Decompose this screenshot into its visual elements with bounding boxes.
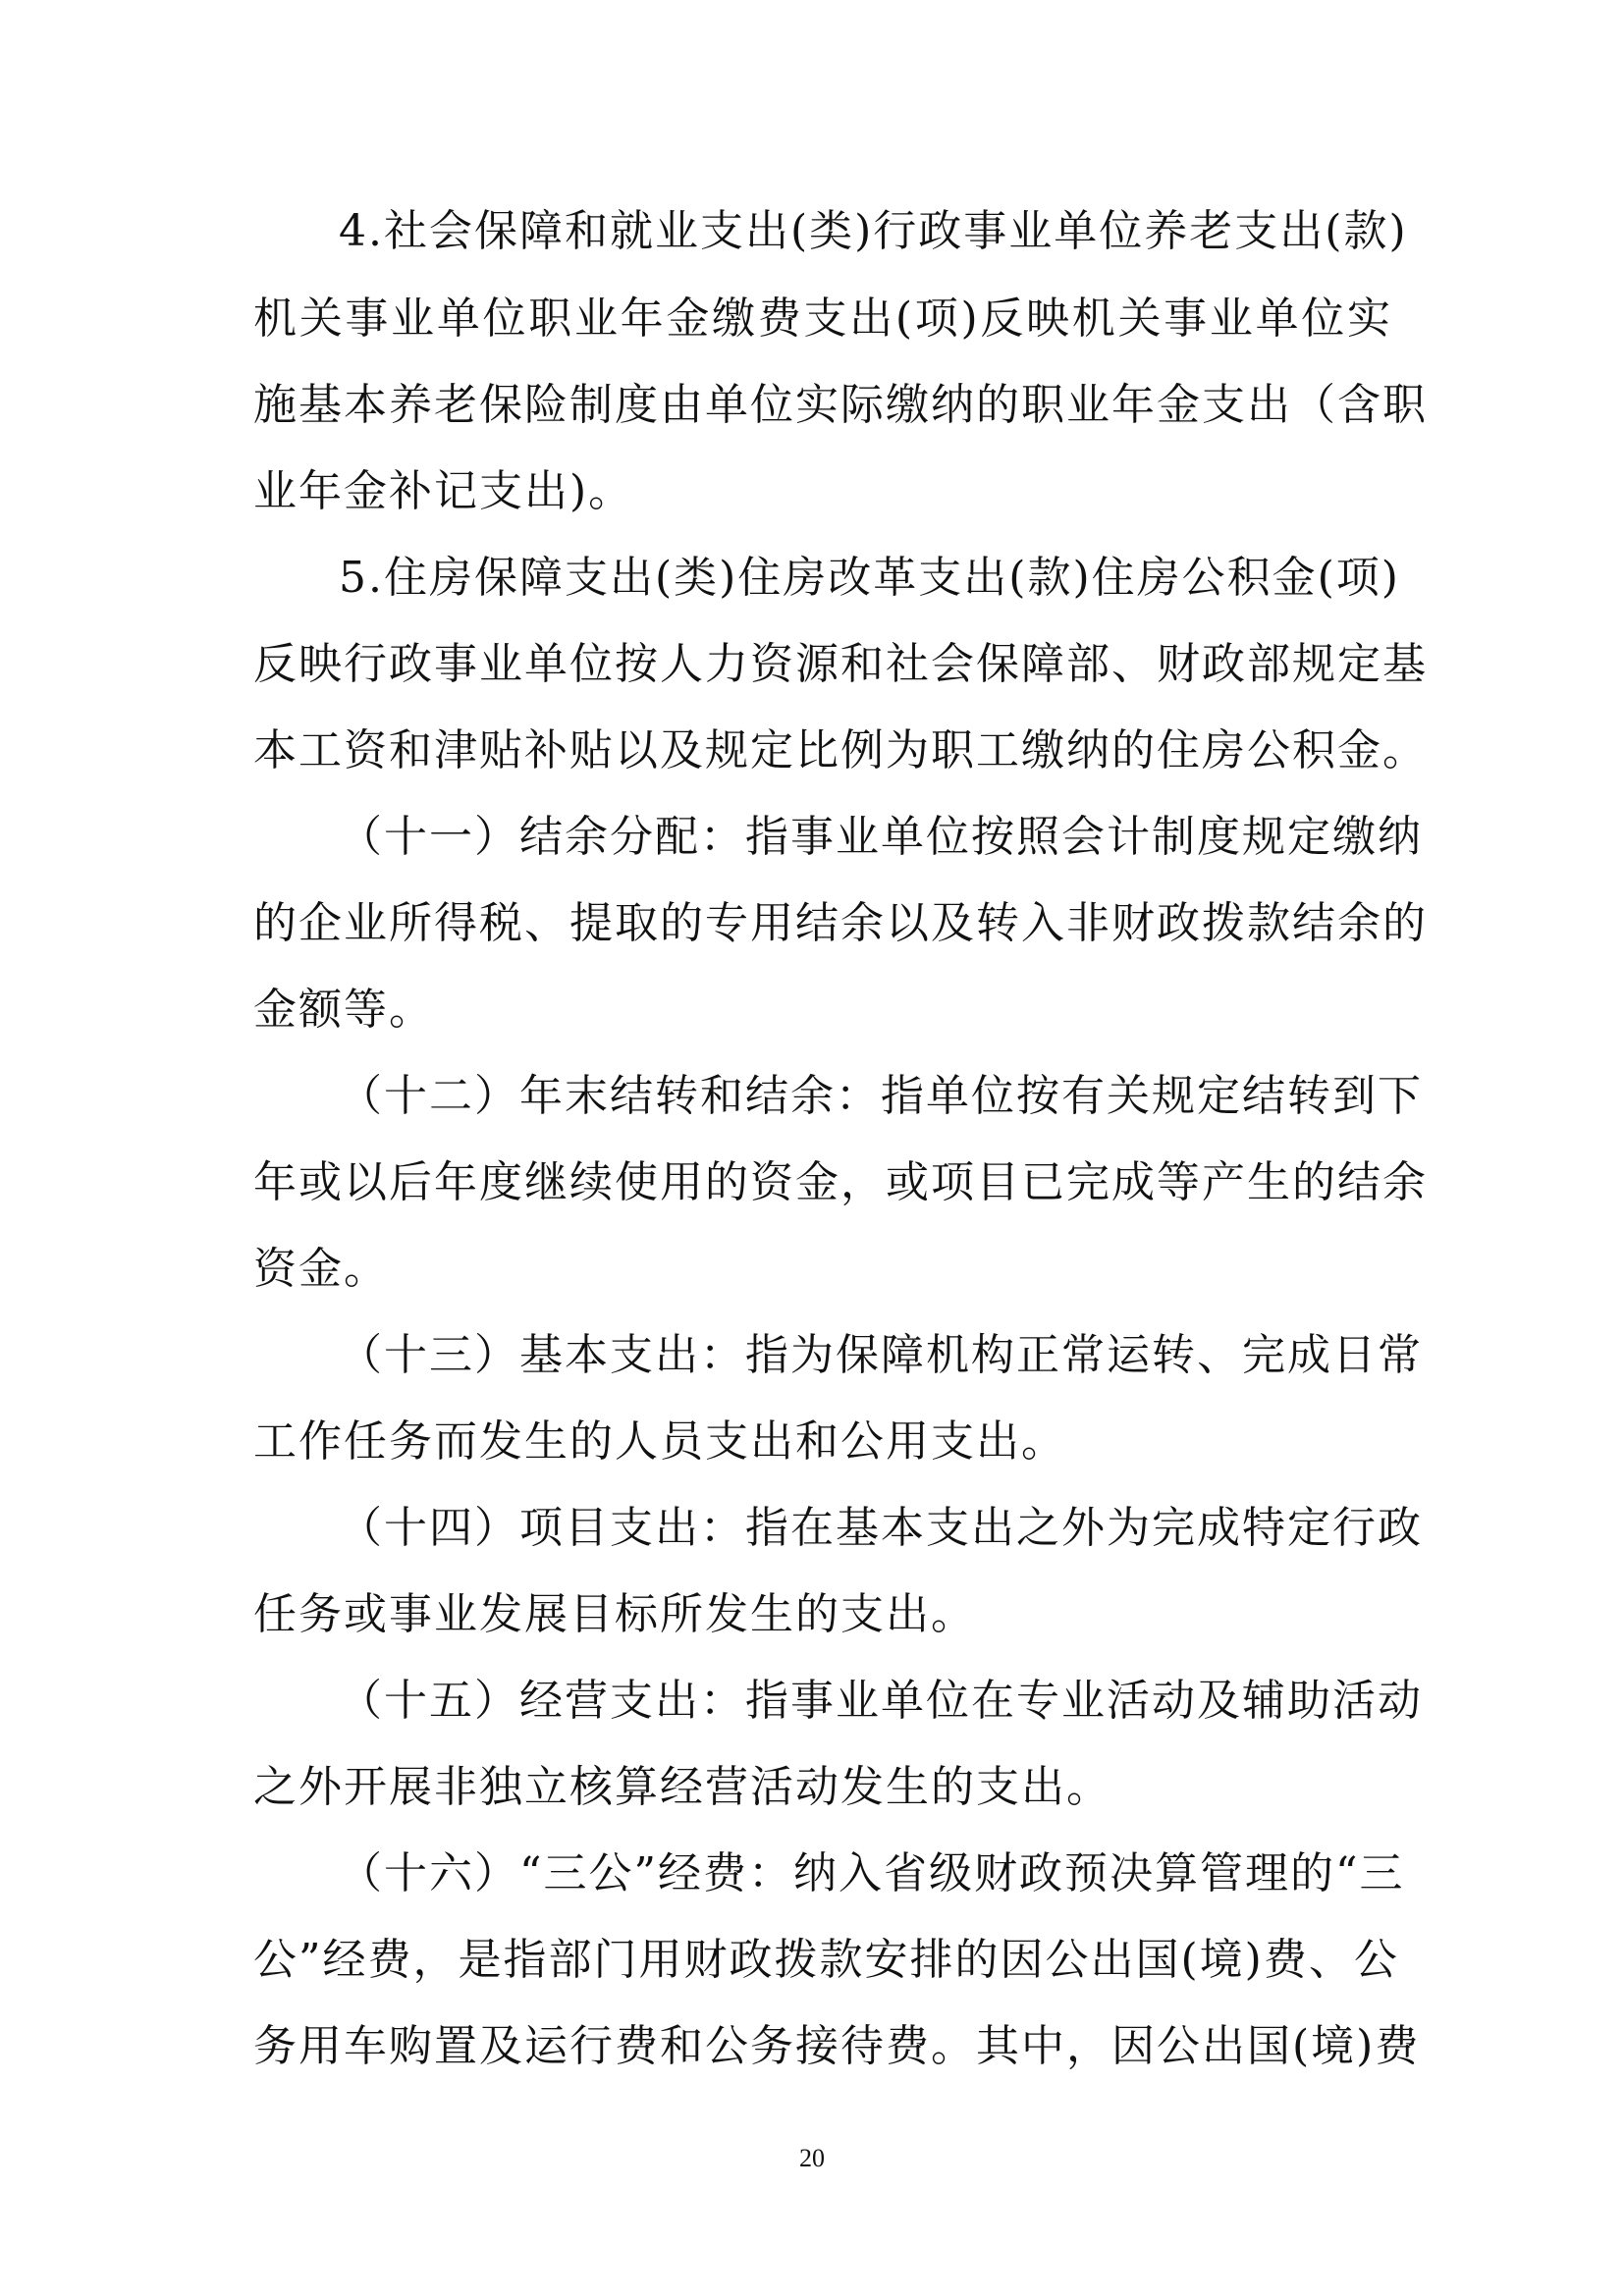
page-number: 20 (799, 2144, 825, 2172)
text-line: （十二）年末结转和结余：指单位按有关规定结转到下 (339, 1071, 1423, 1121)
text-line: （十一）结余分配：指事业单位按照会计制度规定缴纳 (339, 812, 1423, 862)
text-line: 机关事业单位职业年金缴费支出(项)反映机关事业单位实 (253, 294, 1392, 344)
text-line: 务用车购置及运行费和公务接待费。其中，因公出国(境)费 (253, 2021, 1421, 2071)
text-line: （十五）经营支出：指事业单位在专业活动及辅助活动 (339, 1676, 1423, 1726)
text-line: 资金。 (253, 1244, 389, 1294)
text-line: （十六）“三公”经费：纳入省级财政预决算管理的“三 (339, 1848, 1405, 1898)
text-line: 4.社会保障和就业支出(类)行政事业单位养老支出(款) (339, 206, 1408, 256)
text-line: 金额等。 (253, 985, 434, 1035)
text-line: （十三）基本支出：指为保障机构正常运转、完成日常 (339, 1330, 1423, 1380)
text-line: 任务或事业发展目标所发生的支出。 (253, 1589, 976, 1639)
text-line: 年或以后年度继续使用的资金，或项目已完成等产生的结余 (253, 1157, 1428, 1207)
text-line: 公”经费，是指部门用财政拨款安排的因公出国(境)费、公 (253, 1935, 1399, 1985)
text-line: （十四）项目支出：指在基本支出之外为完成特定行政 (339, 1503, 1423, 1553)
text-line: 工作任务而发生的人员支出和公用支出。 (253, 1416, 1066, 1467)
text-line: 施基本养老保险制度由单位实际缴纳的职业年金支出（含职 (253, 380, 1428, 430)
text-line: 之外开展非独立核算经营活动发生的支出。 (253, 1762, 1111, 1812)
text-line: 反映行政事业单位按人力资源和社会保障部、财政部规定基 (253, 639, 1428, 689)
text-line: 5.住房保障支出(类)住房改革支出(款)住房公积金(项) (339, 553, 1400, 603)
text-line: 本工资和津贴补贴以及规定比例为职工缴纳的住房公积金。 (253, 725, 1428, 775)
text-line: 业年金补记支出)。 (253, 466, 634, 516)
text-line: 的企业所得税、提取的专用结余以及转入非财政拨款结余的 (253, 898, 1428, 948)
